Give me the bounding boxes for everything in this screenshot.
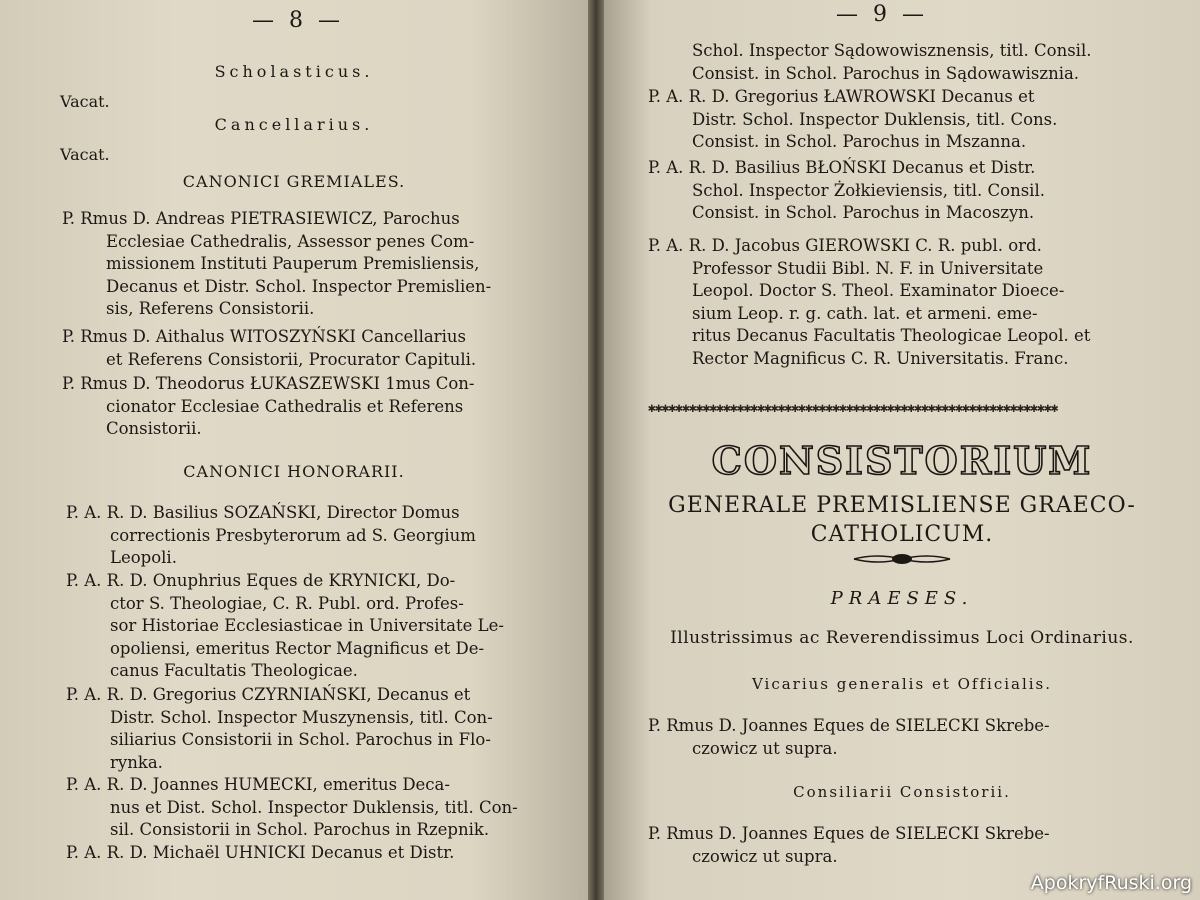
entry-line: canus Facultatis Theologicae. [110,661,358,680]
entry-consiliarii-sielecki [648,823,1178,868]
entry-line: P. A. R. D. Gregorius CZYRNIAŃSKI, Decanus et [66,685,471,704]
entry-line: P. A. R. D. Basilius SOZAŃSKI, Director Domus [66,503,460,522]
heading-canonici-honorarii: CANONICI HONORARII. [183,462,405,481]
entry-line: Decanus et Distr. Schol. Inspector Premislien- [106,276,492,296]
entry-lawrowski [648,86,1178,154]
right-page [604,0,1200,900]
entry-blonski [648,157,1178,225]
entry-line: P. A. R. D. Michaël UHNICKI Decanus et Distr. [66,843,455,862]
entry-lukaszewski [62,373,562,441]
praeses-text: Illustrissimus ac Reverendissimus Loci Ordinarius. [670,628,1134,648]
entry-line: ritus Decanus Facultatis Theologicae Leopol. et [692,326,1091,345]
entry-line: Consist. in Schol. Parochus in Macoszyn. [692,203,1035,222]
entry-line: sium Leop. r. g. cath. lat. et armeni. eme- [692,303,1038,323]
entry-line: P. Rmus D. Joannes Eques de SIELECKI Skrebe- [648,716,1050,735]
book-gutter [588,0,604,900]
entry-line: Leopol. Doctor S. Theol. Examinator Dioece- [692,281,1065,300]
entry-line: Leopoli. [110,548,177,567]
entry-line: siliarius Consistorii in Schol. Parochus in Flo- [110,730,491,749]
entry-line: P. Rmus D. Andreas PIETRASIEWICZ, Parochus [62,209,460,228]
entry-line: Consist. in Schol. Parochus in Mszanna. [692,132,1027,151]
entry-humecki [66,774,566,842]
section-title-consistorium: CONSISTORIUM [711,438,1093,483]
entry-line: P. A. R. D. Jacobus GIEROWSKI C. R. publ. ord. [648,236,1042,255]
entry-line: Professor Studii Bibl. N. F. in Universitate [692,258,1044,278]
section-subtitle: GENERALE PREMISLIENSE GRAECO- [668,493,1136,518]
entry-line: Distr. Schol. Inspector Duklensis, titl. Cons. [692,109,1058,129]
left-page [0,0,588,900]
entry-line: et Referens Consistorii, Procurator Capituli. [106,349,477,369]
entry-line: Consistorii. [106,419,202,438]
vacat-text: Vacat. [60,92,110,111]
page-number-right: — 9 — [836,2,928,27]
entry-line: Ecclesiae Cathedralis, Assessor penes Com- [106,231,475,251]
entry-line: Schol. Inspector Żołkieviensis, titl. Consil. [692,180,1045,200]
entry-czyrnianski [66,684,566,774]
entry-line: Rector Magnificus C. R. Universitatis. Franc. [692,348,1069,368]
heading-canonici-gremiales: CANONICI GREMIALES. [182,172,406,191]
watermark: ApokryfRuski.org [1030,872,1192,894]
entry-continuation [648,40,1178,85]
heading-vicarius: Vicarius generalis et Officialis. [751,675,1053,693]
entry-line: ctor S. Theologiae, C. R. Publ. ord. Profes- [110,593,464,613]
heading-consiliarii: Consiliarii Consistorii. [793,783,1011,801]
entry-line: P. A. R. D. Joannes HUMECKI, emeritus Deca- [66,775,450,794]
entry-krynicki [66,570,566,683]
entry-line: cionator Ecclesiae Cathedralis et Referens [106,396,464,416]
entry-line: Consist. in Schol. Parochus in Sądowawisznia. [692,63,1080,83]
entry-uhnicki [66,842,566,865]
entry-line: P. A. R. D. Gregorius ŁAWROWSKI Decanus et [648,87,1035,106]
heading-praeses: PRAESES. [830,588,974,609]
entry-line: sor Historiae Ecclesiasticae in Universitate Le- [110,616,504,635]
heading-scholasticus: Scholasticus. [214,62,374,81]
entry-line: czowicz ut supra. [692,738,838,758]
entry-line: Distr. Schol. Inspector Muszynensis, titl. Con- [110,707,493,727]
asterisk-rule: ✱✱✱✱✱✱✱✱✱✱✱✱✱✱✱✱✱✱✱✱✱✱✱✱✱✱✱✱✱✱✱✱✱✱✱✱✱✱✱✱✱✱✱✱✱✱✱✱✱✱✱✱✱✱✱✱✱✱✱✱ [648,401,1058,415]
entry-line: correctionis Presbyterorum ad S. Georgium [110,525,476,545]
section-subtitle: CATHOLICUM. [810,522,994,547]
entry-line: missionem Instituti Pauperum Premisliensis, [106,254,480,273]
ornament-divider-icon [852,551,952,567]
entry-line: P. Rmus D. Aithalus WITOSZYŃSKI Cancellarius [62,327,466,346]
entry-line: czowicz ut supra. [692,846,838,866]
entry-line: nus et Dist. Schol. Inspector Duklensis, titl. Con- [110,797,518,817]
entry-pietrasiewicz [62,208,562,321]
heading-cancellarius: Cancellarius. [214,115,374,134]
entry-line: sil. Consistorii in Schol. Parochus in Rzepnik. [110,820,490,839]
entry-line: Schol. Inspector Sądowowisznensis, titl. Consil. [692,41,1092,60]
entry-sozanski [66,502,566,570]
entry-line: opoliensi, emeritus Rector Magnificus et De- [110,638,485,658]
entry-line: P. Rmus D. Theodorus ŁUKASZEWSKI 1mus Con- [62,374,475,393]
entry-line: sis, Referens Consistorii. [106,299,315,318]
entry-line: rynka. [110,752,163,772]
entry-gierowski [648,235,1178,370]
entry-line: P. A. R. D. Onuphrius Eques de KRYNICKI, Do- [66,571,456,590]
entry-vicarius-sielecki [648,715,1178,760]
page-number-left: — 8 — [252,8,344,33]
entry-line: P. A. R. D. Basilius BŁOŃSKI Decanus et Distr. [648,158,1036,177]
entry-line: P. Rmus D. Joannes Eques de SIELECKI Skrebe- [648,824,1050,843]
vacat-text: Vacat. [60,145,110,164]
entry-witoszynski [62,326,562,371]
